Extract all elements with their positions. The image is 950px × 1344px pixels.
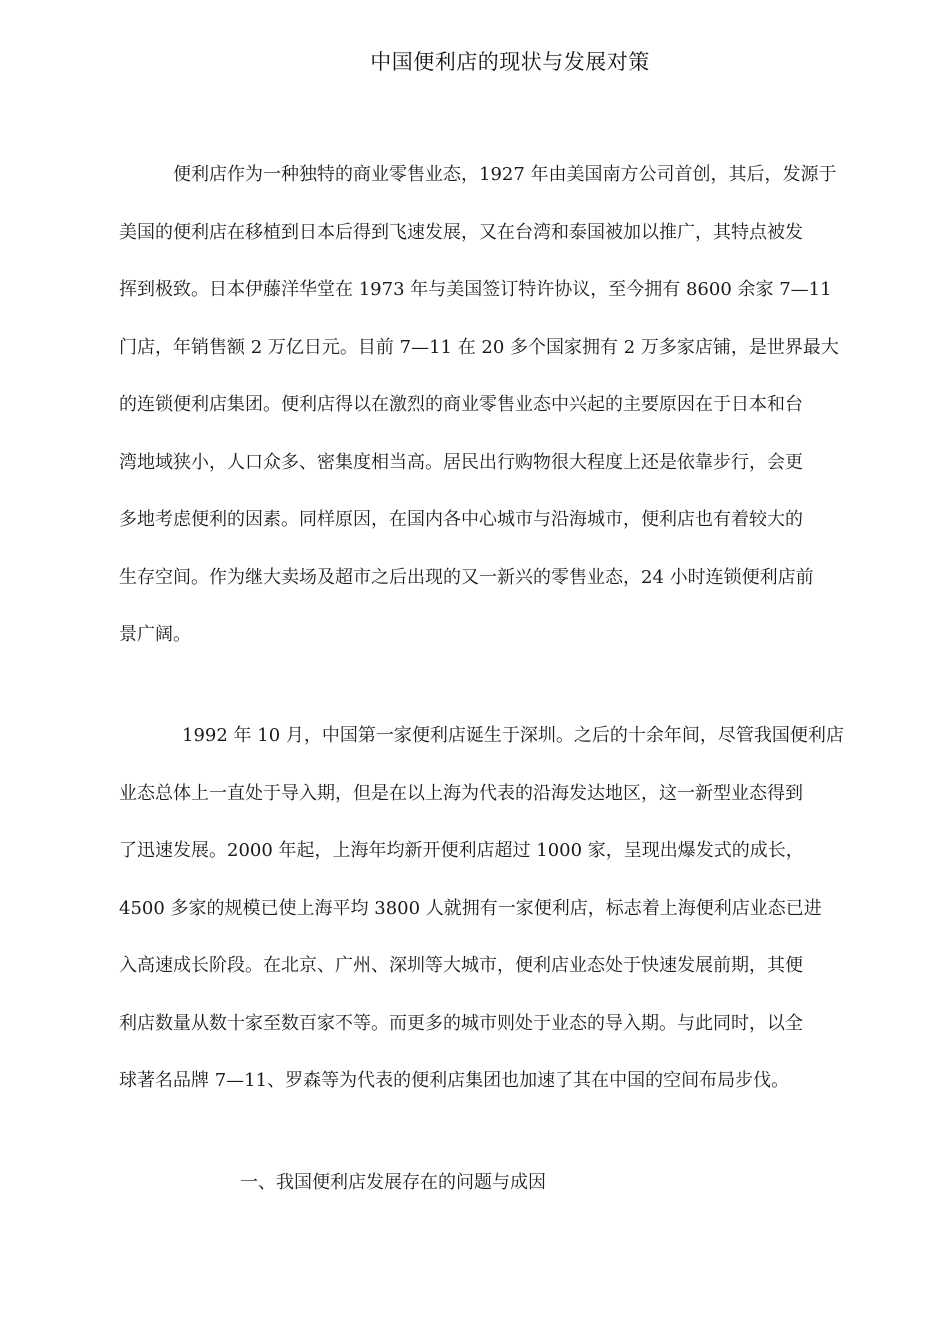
paragraph-line: 多地考虑便利的因素。同样原因，在国内各中心城市与沿海城市，便利店也有着较大的 (119, 509, 803, 530)
paragraph-line: 便利店作为一种独特的商业零售业态，1927 年由美国南方公司首创，其后，发源于 (173, 164, 837, 185)
paragraph-line: 业态总体上一直处于导入期，但是在以上海为代表的沿海发达地区，这一新型业态得到 (119, 782, 803, 804)
paragraph-china-development (119, 707, 874, 1110)
paragraph-line: 的连锁便利店集团。便利店得以在激烈的商业零售业态中兴起的主要原因在于日本和台 (119, 394, 803, 415)
paragraph-line: 生存空间。作为继大卖场及超市之后出现的又一新兴的零售业态，24 小时连锁便利店前 (119, 566, 814, 588)
section-heading: 一、我国便利店发展存在的问题与成因 (240, 1172, 546, 1193)
paragraph-line: 入高速成长阶段。在北京、广州、深圳等大城市，便利店业态处于快速发展前期，其便 (119, 955, 803, 976)
paragraph-line: 球著名品牌 7—11、罗森等为代表的便利店集团也加速了其在中国的空间布局步伐。 (119, 1070, 790, 1091)
paragraph-line: 利店数量从数十家至数百家不等。而更多的城市则处于业态的导入期。与此同时，以全 (119, 1012, 803, 1034)
paragraph-line: 景广阔。 (119, 624, 191, 645)
document-title: 中国便利店的现状与发展对策 (370, 50, 650, 74)
paragraph-line: 了迅速发展。2000 年起，上海年均新开便利店超过 1000 家，呈现出爆发式的成长， (119, 840, 804, 861)
paragraph-line: 4500 多家的规模已使上海平均 3800 人就拥有一家便利店，标志着上海便利店业态已进 (119, 897, 822, 919)
paragraph-line: 门店，年销售额 2 万亿日元。目前 7—11 在 20 多个国家拥有 2 万多家店铺，是世界最大 (119, 336, 839, 358)
paragraph-intro (119, 146, 874, 664)
paragraph-line: 1992 年 10 月，中国第一家便利店诞生于深圳。之后的十余年间，尽管我国便利店 (182, 725, 844, 746)
paragraph-line: 挥到极致。日本伊藤洋华堂在 1973 年与美国签订特许协议，至今拥有 8600 余家 7—11 (119, 279, 832, 300)
paragraph-line: 湾地域狭小，人口众多、密集度相当高。居民出行购物很大程度上还是依靠步行，会更 (119, 451, 803, 473)
paragraph-line: 美国的便利店在移植到日本后得到飞速发展，又在台湾和泰国被加以推广，其特点被发 (119, 221, 803, 243)
